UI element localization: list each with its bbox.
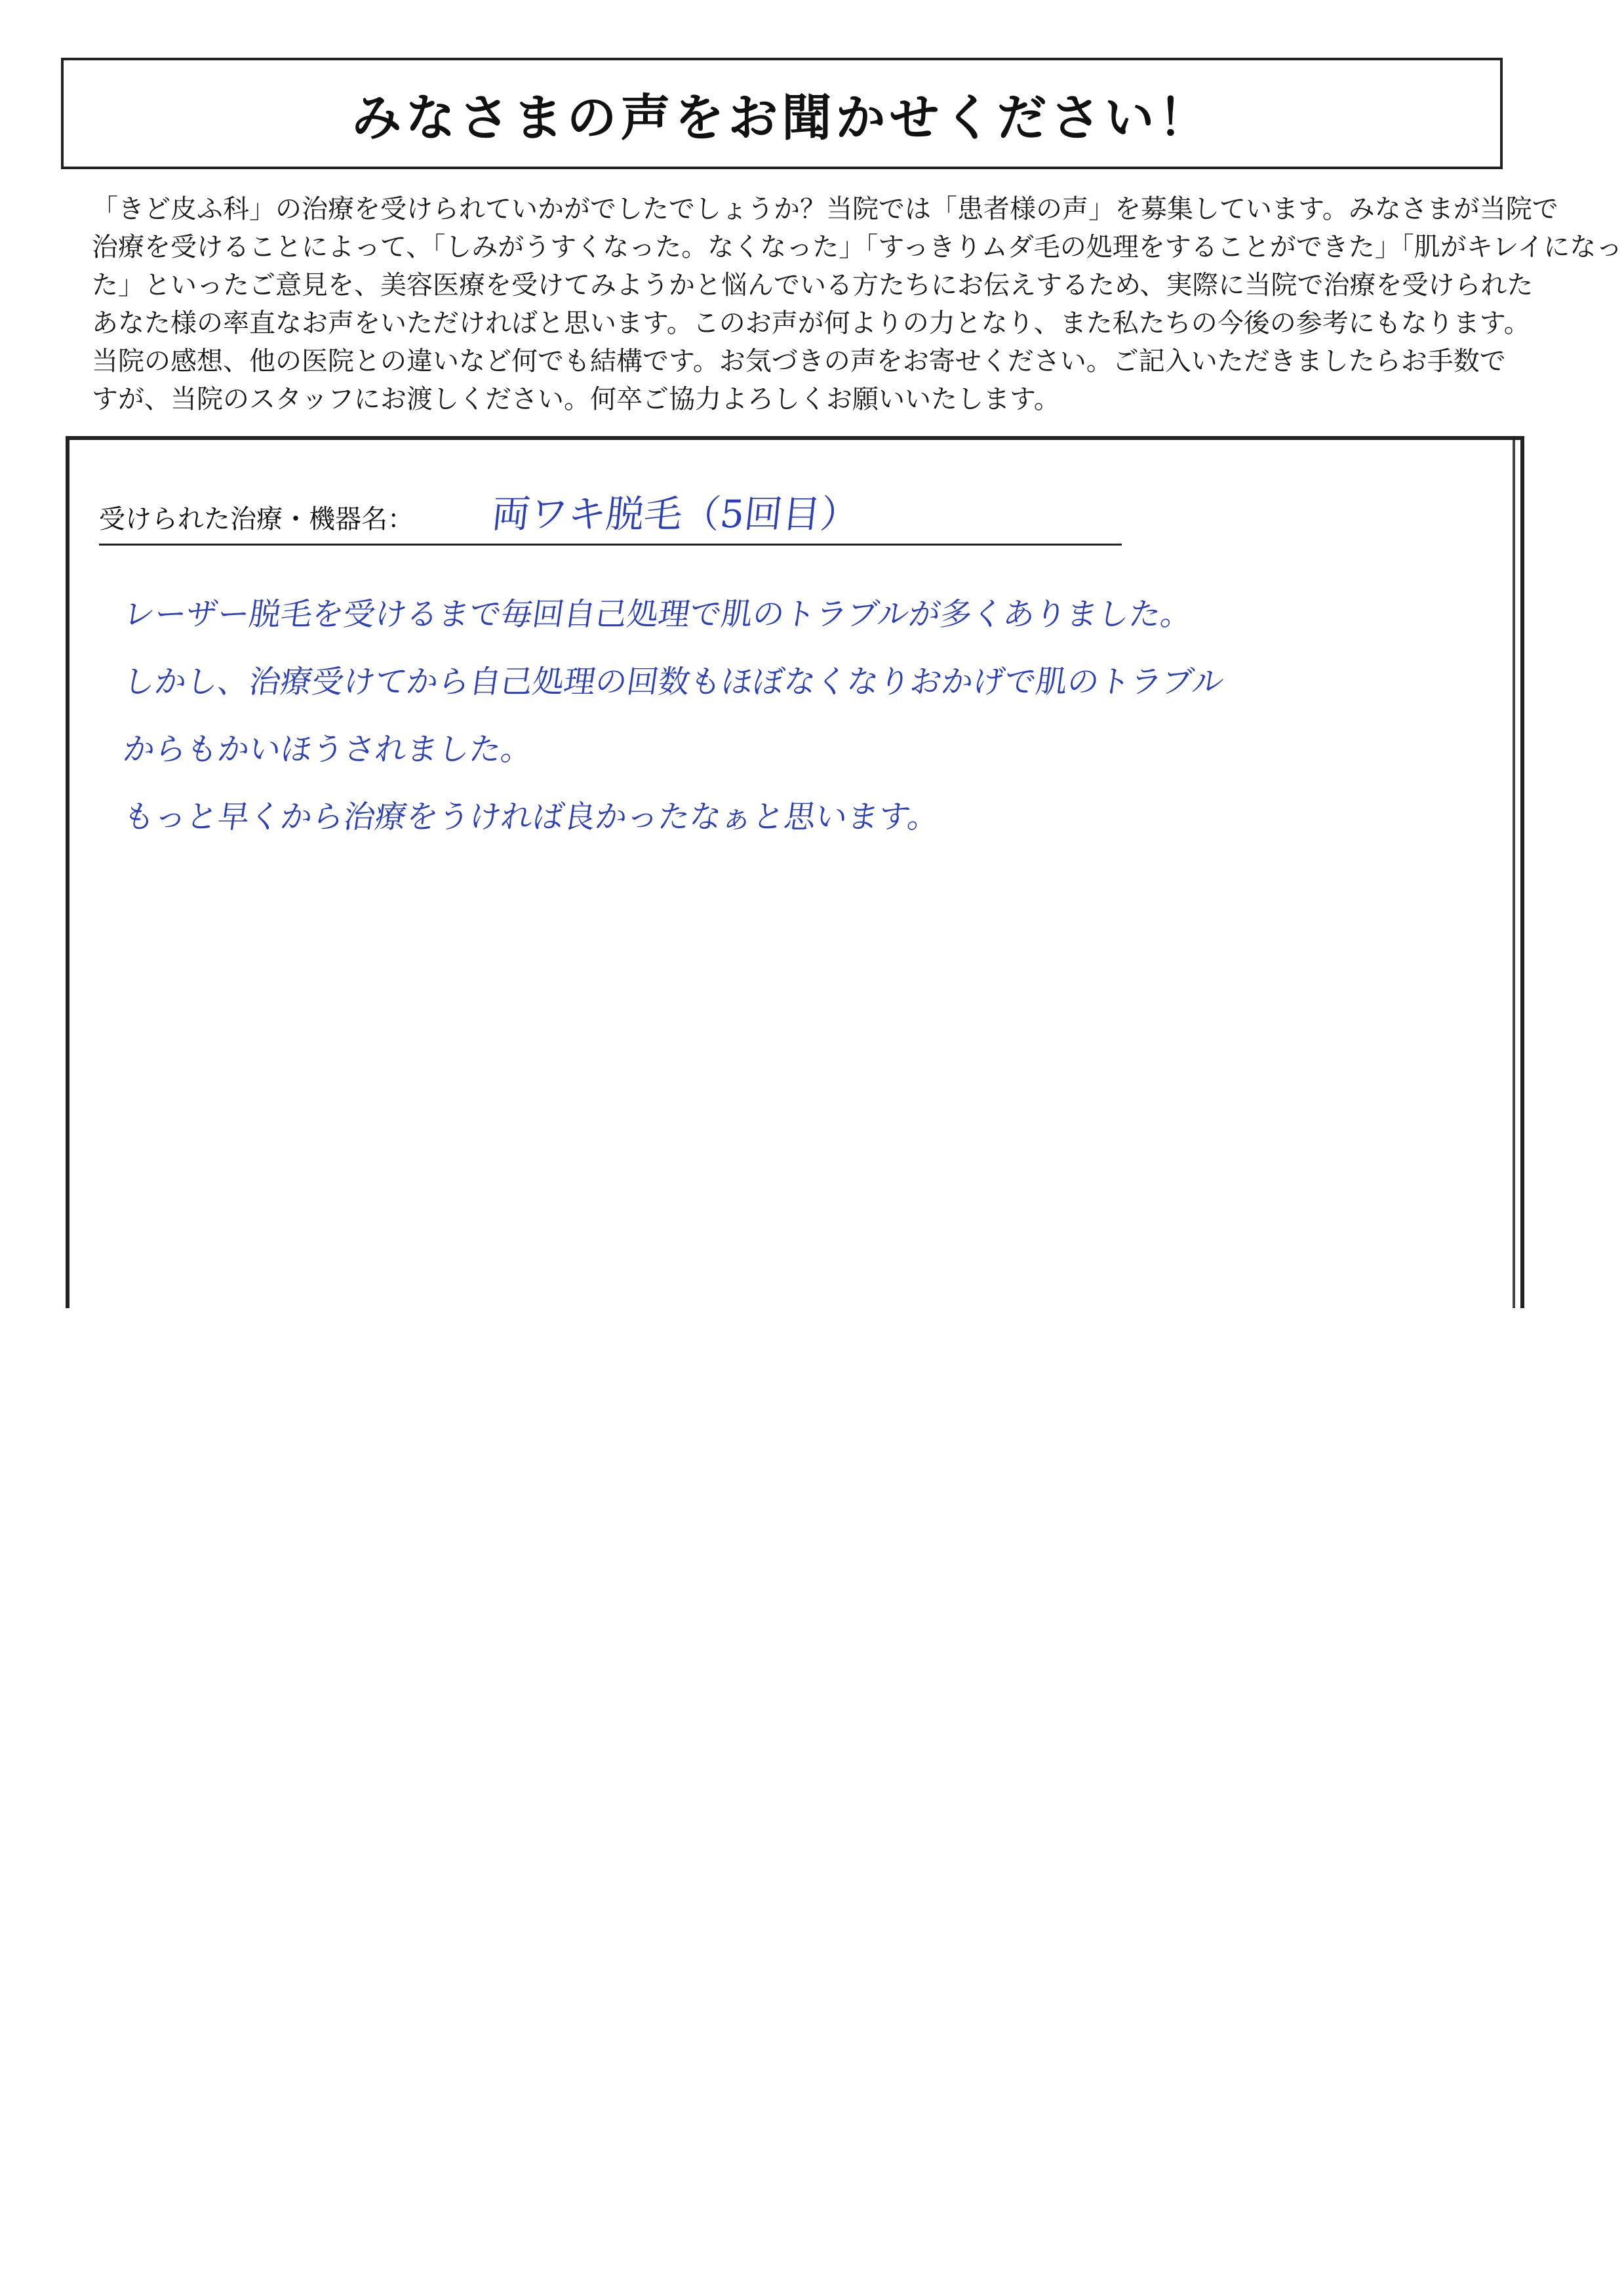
intro-line: た」といったご意見を、美容医療を受けてみようかと悩んでいる方たちにお伝えするため、実際に当院で治療を受けられた [92,270,1534,300]
treatment-field[interactable] [99,491,1122,546]
comment-area[interactable] [119,581,1430,851]
intro-line: 「きど皮ふ科」の治療を受けられていかがでしたでしょうか？当院では「患者様の声」を募集しています。みなさまが当院で [92,194,1558,224]
intro-line: あなた様の率直なお声をいただければと思います。このお声が何よりの力となり、また私たちの今後の参考にもなります。 [92,308,1530,338]
intro-paragraph [92,190,1623,418]
page-title: みなさまの声をお聞かせください！ [351,88,1212,147]
treatment-handwritten-value: 両ワキ脱毛（5回目） [489,492,861,536]
title-box [61,58,1503,169]
comment-line: レーザー脱毛を受けるまで毎回自己処理で肌のトラブルが多くありました。 [121,596,1195,633]
intro-line: すが、当院のスタッフにお渡しください。何卒ご協力よろしくお願いいたします。 [92,384,1060,414]
treatment-label: 受けられた治療・機器名： [99,504,414,534]
feedback-form [66,436,1524,1308]
comment-line: しかし、治療受けてから自己処理の回数もほぼなくなりおかげで肌のトラブル [121,664,1227,700]
comment-line: からもかいほうされました。 [121,731,536,768]
intro-line: 当院の感想、他の医院との違いなど何でも結構です。お気づきの声をお寄せください。ご記入いただきましたらお手数で [92,346,1506,376]
comment-line: もっと早くから治療をうければ良かったなぁと思います。 [121,799,942,835]
intro-line: 治療を受けることによって、「しみがうすくなった。なくなった」「すっきりムダ毛の処理をすることができた」「肌がキレイになっ [92,232,1623,262]
